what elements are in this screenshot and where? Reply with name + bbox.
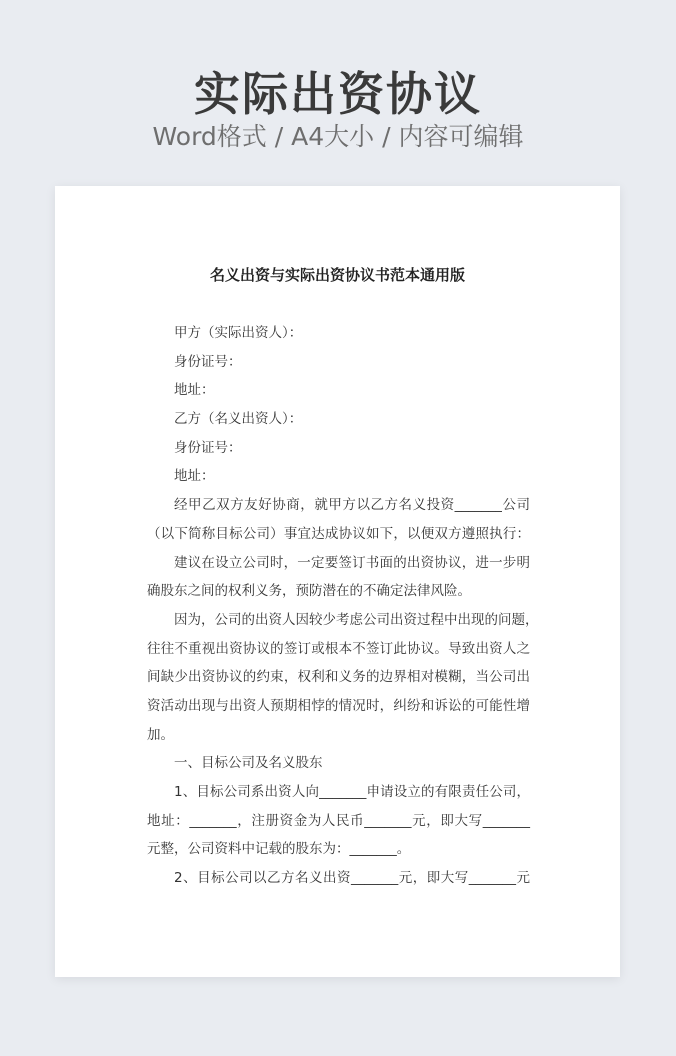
party-b-label: 乙方（名义出资人）： (174, 411, 303, 428)
paragraph-line: 往往不重视出资协议的签订或根本不签订此协议。导致出资人之 (147, 640, 530, 657)
paragraph-line: 建议在设立公司时，一定要签订书面的出资协议，进一步明 (174, 554, 530, 571)
party-a-id-label: 身份证号： (174, 353, 242, 370)
paragraph-line: 加。 (147, 726, 174, 743)
document-page (55, 186, 620, 977)
banner-subtitle: Word格式 / A4大小 / 内容可编辑 (152, 122, 524, 151)
paragraph-line: 经甲乙双方友好协商，就甲方以乙方名义投资_______公司 (174, 497, 530, 514)
party-b-address-label: 地址： (174, 468, 215, 485)
paragraph-line: 间缺少出资协议的约束，权利和义务的边界相对模糊，当公司出 (147, 669, 530, 686)
document-body (147, 319, 539, 893)
paragraph-line: 2、目标公司以乙方名义出资_______元，即大写_______元 (174, 870, 530, 887)
paragraph-line: 地址：_______，注册资金为人民币_______元，即大写_______ (147, 812, 530, 829)
paragraph-line: 元整，公司资料中记载的股东为：_______。 (147, 841, 411, 858)
banner-title: 实际出资协议 (194, 67, 482, 121)
document-title: 名义出资与实际出资协议书范本通用版 (209, 266, 465, 284)
paragraph-line: 资活动出现与出资人预期相悖的情况时，纠纷和诉讼的可能性增 (147, 697, 530, 714)
party-a-address-label: 地址： (174, 382, 215, 399)
paragraph-line: （以下简称目标公司）事宜达成协议如下，以便双方遵照执行： (147, 525, 530, 542)
paragraph-line: 1、目标公司系出资人向_______申请设立的有限责任公司， (174, 784, 530, 800)
paragraph-line: 确股东之间的权利义务，预防潜在的不确定法律风险。 (147, 583, 471, 600)
party-b-id-label: 身份证号： (174, 439, 242, 456)
paragraph-line: 因为，公司的出资人因较少考虑公司出资过程中出现的问题， (174, 611, 539, 628)
section-heading: 一、目标公司及名义股东 (174, 755, 323, 772)
party-a-label: 甲方（实际出资人）： (174, 325, 303, 341)
